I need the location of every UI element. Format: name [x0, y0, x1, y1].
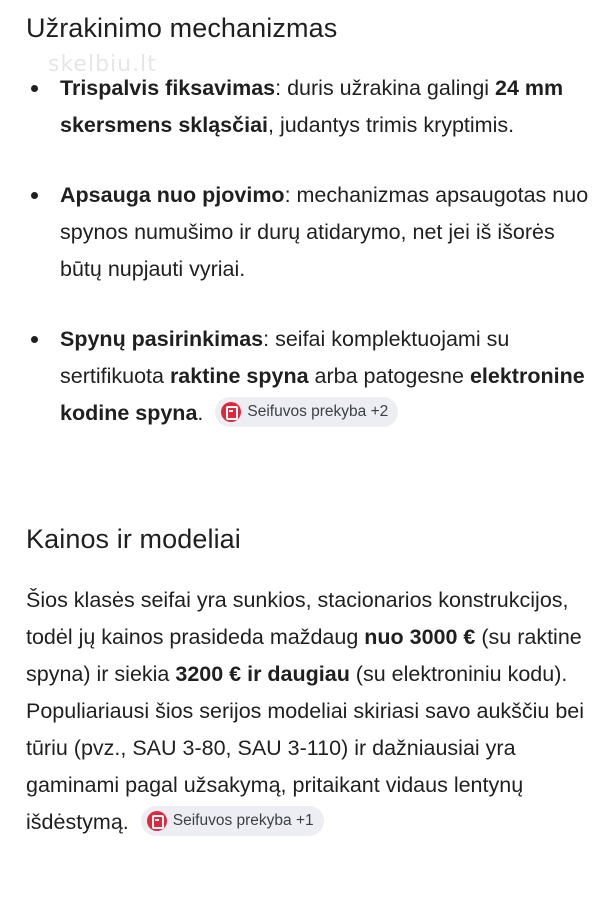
bullet-bold: raktine spyna — [169, 364, 309, 388]
para-text: (su elektroniniu kodu). Populiariausi šios serijos modeliai skiriasi savo aukščiu bei tūriu (pvz., SAU 3-80, SAU 3-110) ir dažniausiai yra gaminami pagal užsakymą, pritaikant vidaus lentynų išdėstymą. — [26, 662, 585, 834]
source-chip-label: Seifuvos prekyba +1 — [172, 812, 314, 830]
lock-bullet-list — [26, 70, 596, 432]
watermark: skelbiu.lt — [48, 52, 157, 77]
para-bold: 3200 € ir daugiau — [175, 662, 350, 686]
bullet-text: , judantys trimis kryptimis. — [268, 113, 515, 137]
source-chip-label: Seifuvos prekyba +2 — [247, 403, 389, 421]
para-text: (su raktine spyna) ir siekia — [26, 625, 582, 686]
bullet-bold: elektronine kodine spyna — [60, 364, 585, 425]
bullet-term: Apsauga nuo pjovimo — [60, 183, 285, 207]
bullet-text: arba patogesne — [308, 364, 470, 388]
bullet-bold: 24 mm skersmens skląsčiai — [60, 76, 564, 137]
list-item — [26, 70, 596, 144]
bullet-term: Spynų pasirinkimas — [60, 327, 264, 351]
bullet-text: : mechanizmas apsaugotas nuo spynos numušimo ir durų atidarymo, net jei iš išorės būtų nupjauti vyriai. — [60, 183, 589, 281]
bullet-text: . — [197, 401, 204, 425]
section-heading-lock: Užrakinimo mechanizmas — [26, 13, 338, 43]
list-item — [26, 177, 596, 288]
seifuvos-logo-icon — [147, 811, 167, 831]
section-heading-price: Kainos ir modeliai — [26, 524, 241, 554]
list-item — [26, 321, 596, 432]
bullet-term: Trispalvis fiksavimas — [60, 76, 276, 100]
source-chip[interactable] — [215, 397, 398, 427]
source-chip[interactable] — [141, 806, 324, 836]
bullet-text: : seifai komplektuojami su sertifikuota — [60, 327, 510, 388]
bullet-text: : duris užrakina galingi — [275, 76, 496, 100]
price-paragraph — [26, 582, 598, 841]
para-bold: nuo 3000 € — [364, 625, 476, 649]
para-text: Šios klasės seifai yra sunkios, stacionarios konstrukcijos, todėl jų kainos prasideda maždaug — [26, 588, 569, 649]
seifuvos-logo-icon — [221, 402, 241, 422]
